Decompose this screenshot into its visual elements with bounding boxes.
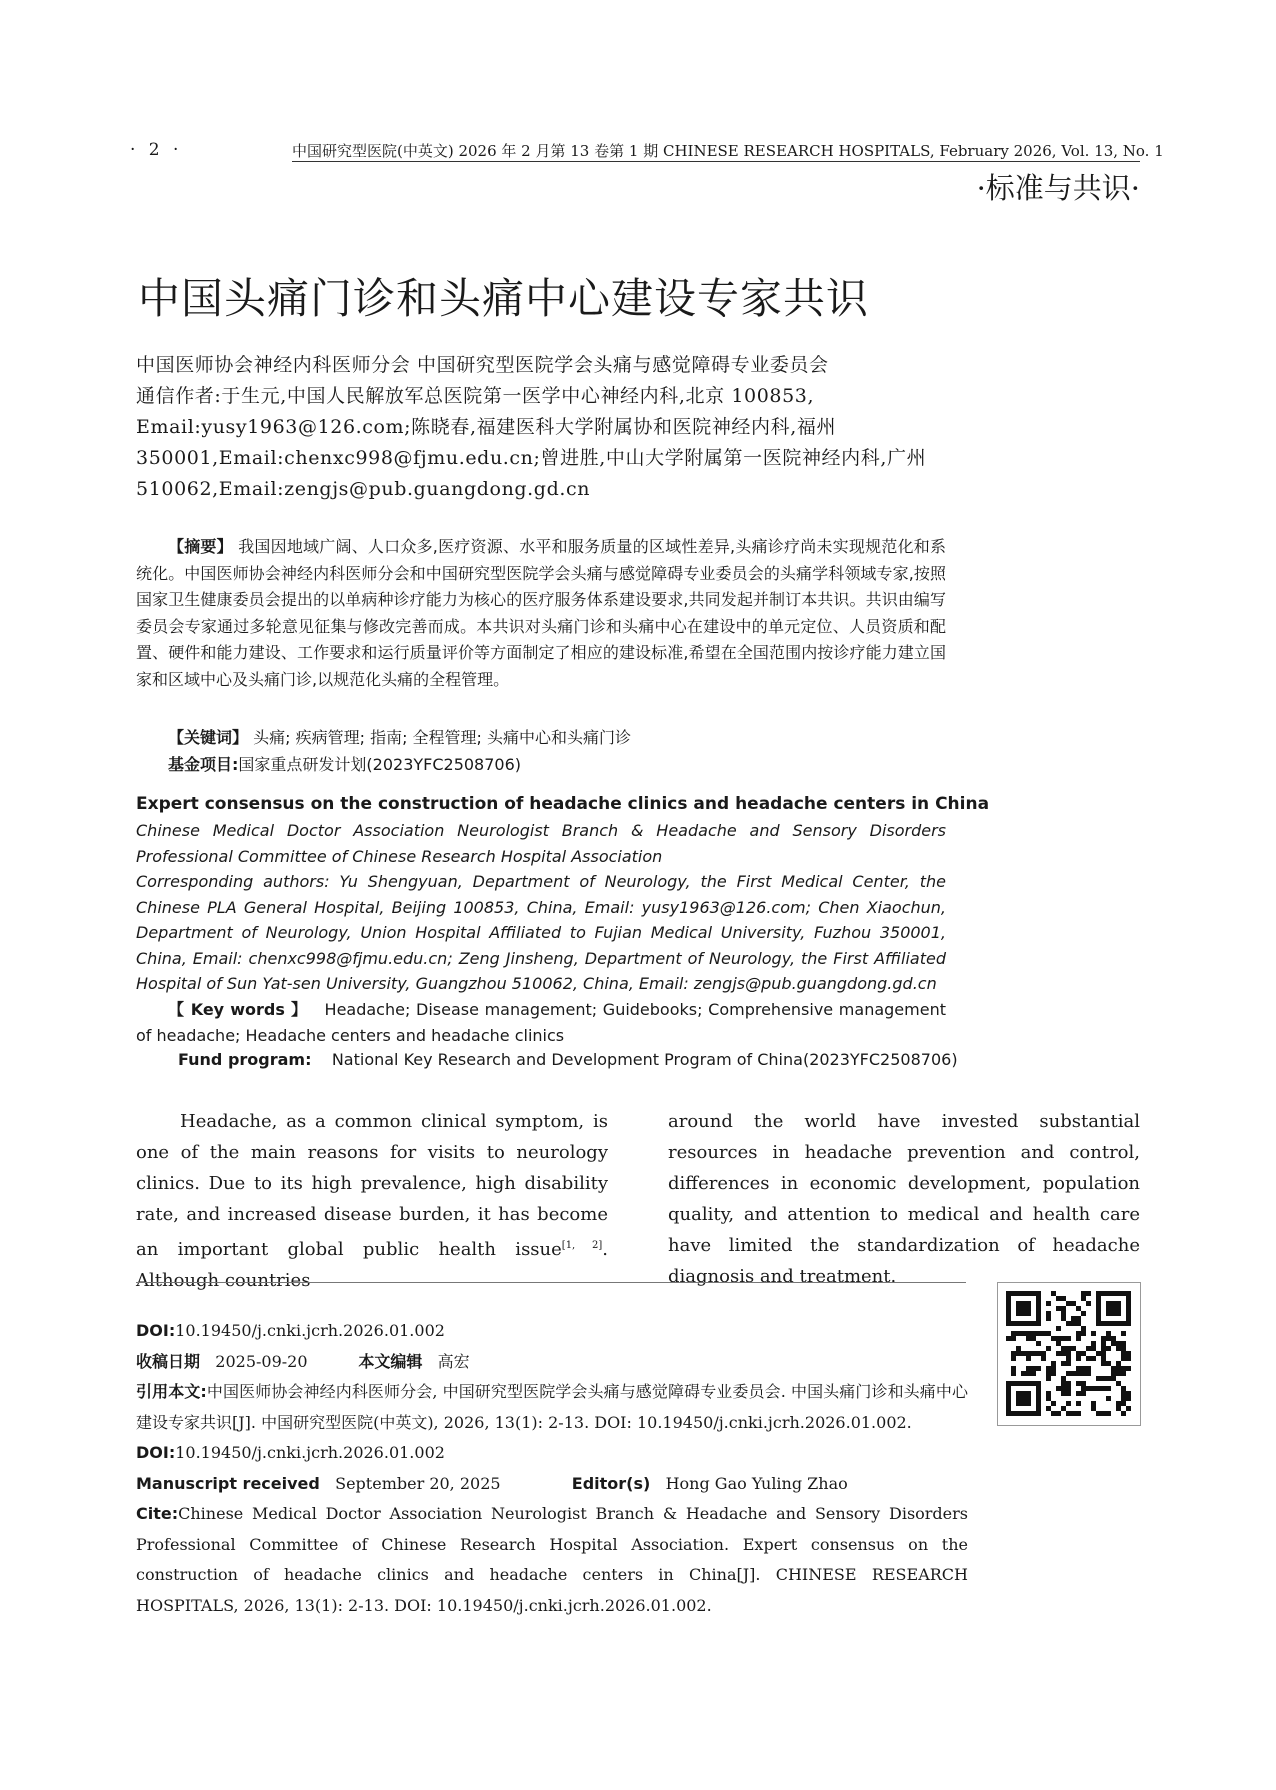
keywords-text: 头痛; 疾病管理; 指南; 全程管理; 头痛中心和头痛门诊: [253, 728, 632, 747]
abstract-label: 【摘要】: [168, 537, 233, 556]
author-line: Email:yusy1963@126.com;陈晓春,福建医科大学附属协和医院神经内科,福州: [136, 416, 837, 438]
body-column-2: around the world have invested substantial resources in headache prevention and control, differences in economic development, population quality, and attention to medical and health care have limited the standardization of headache diagnosis and treatment.: [668, 1111, 1140, 1287]
body-text: Headache, as a common clinical symptom, is one of the main reasons for visits to neurology clinics. Due to its high prevalence, high disability rate, and increased disease burden, it has become an important global public health issue: [136, 1111, 608, 1260]
running-head: 中国研究型医院(中英文) 2026 年 2 月第 13 卷第 1 期 CHINESE RESEARCH HOSPITALS, February 2026, Vol. 13, No. 1: [292, 142, 1164, 160]
section-label: ·标准与共识·: [976, 171, 1140, 205]
english-title: Expert consensus on the construction of headache clinics and headache centers in China: [136, 794, 990, 814]
doi-cn: [136, 1316, 968, 1347]
fund-text: 国家重点研发计划(2023YFC2508706): [238, 755, 522, 774]
doi-en: [136, 1438, 968, 1469]
editor-name: Hong Gao Yuling Zhao: [665, 1473, 848, 1493]
abstract-cn: [136, 534, 946, 693]
cite-label: Cite:: [136, 1504, 179, 1523]
author-line: 通信作者:于生元,中国人民解放军总医院第一医学中心神经内科,北京 100853,: [136, 385, 815, 407]
received-date: September 20, 2025: [335, 1473, 501, 1493]
citation-ref[interactable]: [1, 2]: [561, 1240, 603, 1251]
body-text: . Although countries: [136, 1239, 608, 1291]
doi-label: DOI:: [136, 1443, 176, 1462]
editor-name: 高宏: [437, 1351, 470, 1371]
qr-code-icon: [997, 1282, 1141, 1426]
en-fund-label: Fund program:: [178, 1050, 312, 1069]
en-fund-text: National Key Research and Development Program of China(2023YFC2508706): [331, 1050, 958, 1069]
affiliation-text: Chinese Medical Doctor Association Neurologist Branch & Headache and Sensory Disorders Professional Committee of Chinese Research Hospital Association: [136, 821, 946, 866]
doi-link[interactable]: 10.19450/j.cnki.jcrh.2026.01.002: [175, 1443, 445, 1462]
cite-cn: [136, 1377, 968, 1438]
meta-block: [136, 1316, 968, 1621]
cite-en: [136, 1499, 968, 1621]
english-keywords: [136, 997, 946, 1048]
cite-text: Chinese Medical Doctor Association Neurologist Branch & Headache and Sensory Disorders Professional Committee of Chinese Research Hospital Association. Expert consensus on the construction of headache clinics and headache centers in China[J]. CHINESE RESEARCH HOSPITALS, 2026, 13(1): 2-13. DOI: 10.19450/j.cnki.jcrh.2026.01.002.: [136, 1504, 968, 1615]
body-column-1: [136, 1106, 608, 1296]
received-cn: [136, 1347, 968, 1378]
doi-link[interactable]: 10.19450/j.cnki.jcrh.2026.01.002: [175, 1321, 445, 1340]
footer-rule: [136, 1282, 966, 1283]
cite-label: 引用本文:: [136, 1382, 207, 1401]
editor-label: Editor(s): [571, 1473, 651, 1493]
abstract-text: 我国因地域广阔、人口众多,医疗资源、水平和服务质量的区域性差异,头痛诊疗尚未实现规范化和系统化。中国医师协会神经内科医师分会和中国研究型医院学会头痛与感觉障碍专业委员会的头痛学科领域专家,按照国家卫生健康委员会提出的以单病种诊疗能力为核心的医疗服务体系建设要求,共同发起并制订本共识。共识由编写委员会专家通过多轮意见征集与修改完善而成。本共识对头痛门诊和头痛中心在建设中的单元定位、人员资质和配置、硬件和能力建设、工作要求和运行质量评价等方面制定了相应的建设标准,希望在全国范围内按诊疗能力建立国家和区域中心及头痛门诊,以规范化头痛的全程管理。: [136, 537, 946, 689]
en-keywords-label: 【 Key words 】: [168, 1000, 308, 1019]
fund-cn: [168, 752, 521, 775]
english-fund: [178, 1050, 958, 1069]
en-keywords-text: Headache; Disease management; Guidebooks; Comprehensive management of headache; Headache centers and headache clinics: [136, 1000, 946, 1045]
page-number: · 2 ·: [130, 140, 183, 160]
header-rule: [292, 161, 1140, 162]
received-date: 2025-09-20: [215, 1351, 308, 1371]
received-en: [136, 1469, 968, 1500]
author-block: [136, 350, 946, 505]
corresponding-authors: Corresponding authors: Yu Shengyuan, Department of Neurology, the First Medical Center, the Chinese PLA General Hospital, Beijing 100853, China, Email: yusy1963@126.com; Chen Xiaochun, Department of Neurology, Union Hospital Affiliated to Fujian Medical University, Fuzhou 350001, China, Email: chenxc998@fjmu.edu.cn; Zeng Jinsheng, Department of Neurology, the First Affiliated Hospital of Sun Yat-sen University, Guangzhou 510062, China, Email: zengjs@pub.guangdong.gd.cn: [136, 872, 946, 993]
keywords-cn: [168, 725, 631, 748]
author-line: 510062,Email:zengjs@pub.guangdong.gd.cn: [136, 478, 591, 500]
cite-text: 中国医师协会神经内科医师分会, 中国研究型医院学会头痛与感觉障碍专业委员会. 中国头痛门诊和头痛中心建设专家共识[J]. 中国研究型医院(中英文), 2026, 13(1): 2-13. DOI: 10.19450/j.cnki.jcrh.2026.01.002.: [136, 1382, 968, 1432]
keywords-label: 【关键词】: [168, 728, 249, 747]
author-line: 中国医师协会神经内科医师分会 中国研究型医院学会头痛与感觉障碍专业委员会: [136, 354, 829, 376]
article-title: 中国头痛门诊和头痛中心建设专家共识: [138, 274, 870, 323]
fund-label: 基金项目:: [168, 755, 239, 774]
received-label: 收稿日期: [136, 1351, 201, 1371]
english-affiliation: [136, 818, 946, 997]
author-line: 350001,Email:chenxc998@fjmu.edu.cn;曾进胜,中山大学附属第一医院神经内科,广州: [136, 447, 927, 469]
doi-label: DOI:: [136, 1321, 176, 1340]
received-label: Manuscript received: [136, 1473, 320, 1493]
editor-label: 本文编辑: [358, 1351, 423, 1371]
